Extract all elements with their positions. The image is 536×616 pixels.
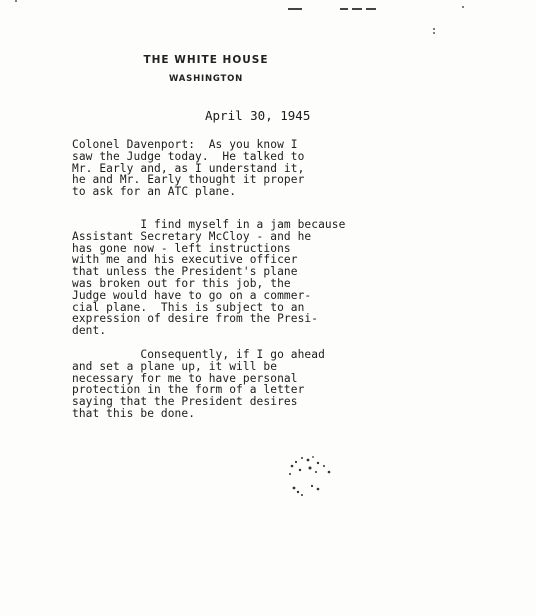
letter-paragraph-3: Consequently, if I go ahead and set a plane up, it will be necessary for me to have personal protection in the form of a letter saying that the President desires that this be done. (72, 348, 325, 420)
scan-artifact (288, 8, 302, 10)
scan-artifact (462, 6, 464, 8)
handwritten-marks (280, 448, 340, 504)
scan-artifact (366, 8, 376, 10)
scan-artifact (433, 28, 435, 30)
letter-paragraph-1: Colonel Davenport: As you know I saw the Judge today. He talked to Mr. Early and, as I understand it, he and Mr. Early thought it proper to ask for an ATC plane. (72, 138, 305, 199)
letterhead-title: THE WHITE HOUSE (143, 54, 269, 66)
scan-artifact (433, 32, 435, 34)
letterhead-location: WASHINGTON (168, 74, 244, 84)
letter-paragraph-2: I find myself in a jam because Assistant Secretary McCloy - and he has gone now - left instructions with me and his executive officer that unless the President's plane was broken out for this job, the Judge would have to go on a commer- cial plane. This is subject to an expression of desire from the Presi- dent. (72, 218, 346, 338)
scan-artifact (15, 0, 17, 2)
scan-artifact (340, 8, 348, 10)
letter-date: April 30, 1945 (205, 108, 311, 123)
scan-artifact (352, 8, 362, 10)
